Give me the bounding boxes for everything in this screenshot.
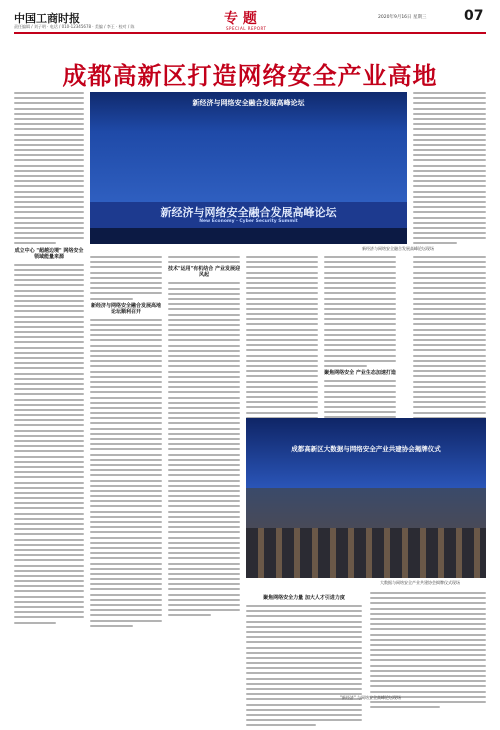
subhead-2: 新经济与网络安全融合发展高地论坛顺利召开	[90, 302, 161, 315]
text-column-right-top	[413, 92, 486, 248]
header-rule	[14, 32, 486, 34]
text-column-1	[14, 92, 84, 627]
newspaper-masthead: 中国工商时报	[14, 12, 80, 25]
section-subtitle: SPECIAL REPORT	[226, 26, 267, 31]
stage-banner-english: New Economy · Cyber Security Summit	[199, 219, 298, 224]
masthead-editor-line: 责任编辑 / 刘子明 · 电话 / 010-12345678 · 美编 / 李王 · 校对 / 陈	[14, 24, 135, 29]
subhead-5: 聚焦网络安全力量 加大人才引进力度	[263, 595, 345, 601]
subhead-4: 聚焦网络安全 产业生态加速打造	[324, 370, 396, 377]
stage-banner-large: 新经济与网络安全融合发展高峰论坛	[160, 206, 337, 219]
subhead-3: 技术"运用"有机结合 产业发展迎风起	[168, 266, 240, 279]
text-column-5	[324, 256, 396, 427]
ceremony-banner: 成都高新区大数据与网络安全产业共建协会揭牌仪式	[291, 445, 441, 453]
text-column-2	[90, 256, 162, 630]
page-number: 07	[464, 8, 484, 24]
top-photo-caption: 新经济与网络安全融合发展高峰论坛现场	[362, 246, 434, 251]
summit-stage-photo	[90, 92, 407, 244]
text-column-bottom-left	[246, 592, 362, 730]
section-title: 专 题	[224, 11, 257, 27]
issue-date: 2020年9月16日 星期三	[378, 15, 427, 20]
footer-note: "新经济" 与网络安全高峰论坛现场	[340, 695, 401, 700]
text-column-bottom-right	[370, 592, 486, 711]
unveiling-ceremony-photo	[246, 418, 486, 578]
stage-banner-small: 新经济与网络安全融合发展高峰论坛	[192, 99, 305, 107]
article-headline: 成都高新区打造网络安全产业高地	[62, 62, 438, 90]
subhead-1: 成立中心 "超越边境" 网络安全领域能量来源	[14, 247, 84, 260]
bottom-photo-caption: 大数据与网络安全产业共建协会揭牌仪式现场	[380, 580, 460, 585]
text-column-3	[168, 256, 240, 620]
